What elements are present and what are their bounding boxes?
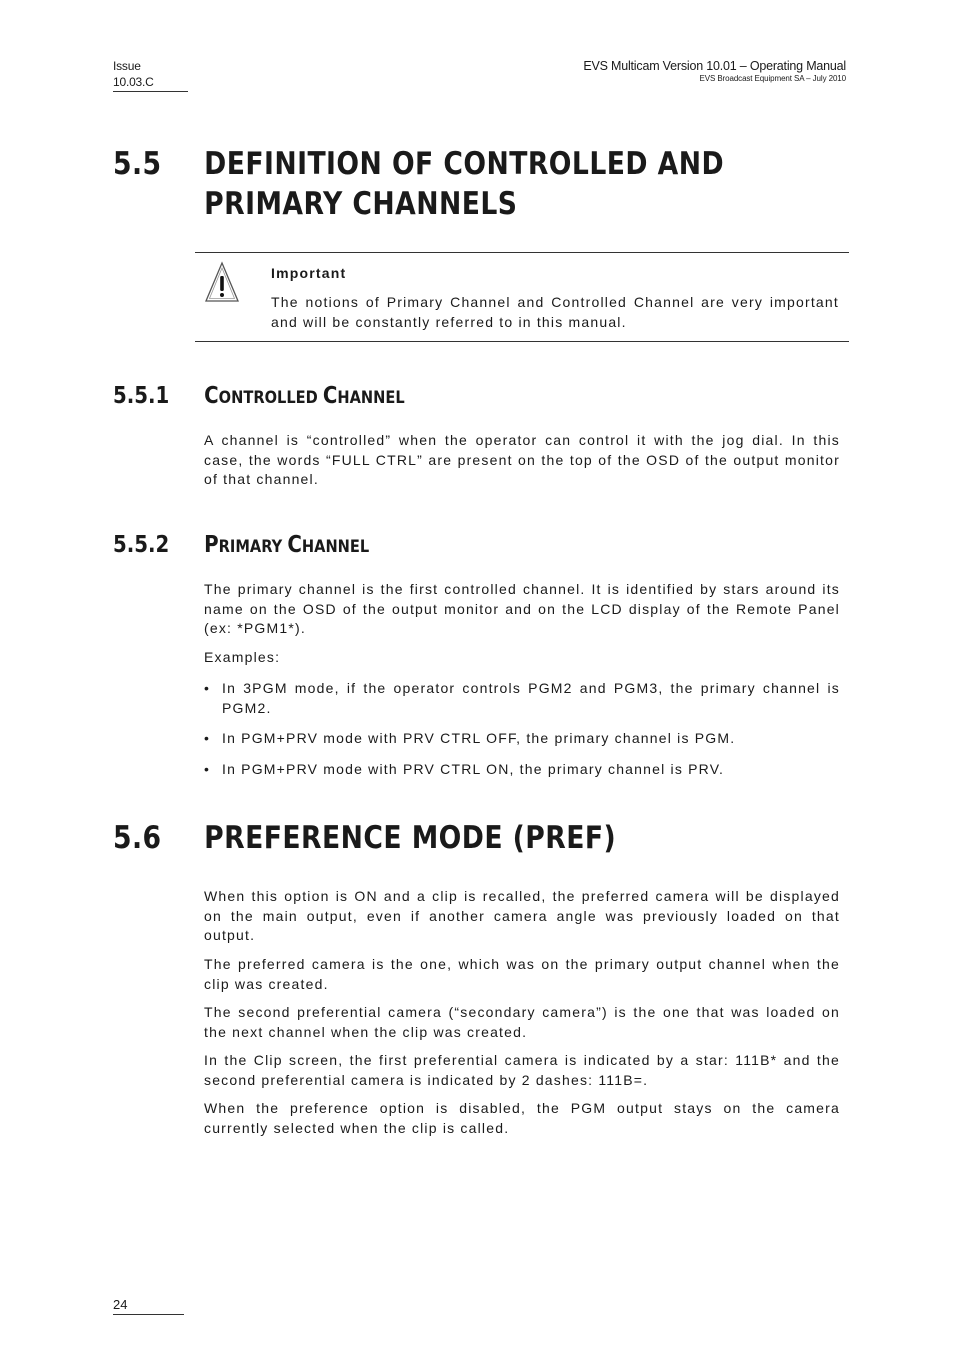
section-title-line1: DEFINITION OF CONTROLLED AND: [204, 146, 725, 182]
preference-paragraph: The second preferential camera (“secondary camera”) is the one that was loaded on the next channel when the clip was created.: [204, 1004, 840, 1040]
title-smallcaps: HANNEL: [337, 388, 405, 408]
issue-number: 10.03.C: [113, 75, 154, 89]
primary-channel-paragraph: The primary channel is the first controlled channel. It is identified by stars around its name on the OSD of the output monitor and on the LCD display of the Remote Panel (ex: *PGM1*).: [204, 581, 840, 636]
list-item: [204, 729, 840, 749]
manual-title: EVS Multicam Version 10.01 – Operating Manual: [583, 59, 846, 73]
subsection-number: 5.5.1: [113, 383, 170, 409]
title-smallcaps: HANNEL: [301, 537, 370, 557]
list-item-text: In PGM+PRV mode with PRV CTRL OFF, the primary channel is PGM.: [222, 730, 736, 746]
warning-triangle-icon: [204, 261, 240, 303]
issue-label: Issue: [113, 59, 141, 73]
preference-paragraph: The preferred camera is the one, which was on the primary output channel when the clip was created.: [204, 956, 840, 992]
title-cap: C: [204, 383, 219, 409]
section-5-5-heading: [113, 144, 724, 224]
company-line: EVS Broadcast Equipment SA – July 2010: [699, 74, 846, 83]
important-note: [195, 252, 849, 342]
title-smallcaps: ONTROLLED: [218, 388, 323, 408]
title-cap: P: [204, 532, 219, 558]
section-number: 5.6: [113, 820, 162, 856]
preference-paragraph: When this option is ON and a clip is recalled, the preferred camera will be displayed on the main output, even if another camera angle was previously loaded on that output.: [204, 888, 840, 943]
section-title: PREFERENCE MODE (PREF): [204, 820, 617, 856]
section-5-5-1-heading: [113, 382, 405, 412]
important-text: The notions of Primary Channel and Controlled Channel are very important and will be constantly referred to in this manual.: [271, 294, 839, 330]
list-item-text: In 3PGM mode, if the operator controls PGM2 and PGM3, the primary channel is PGM2.: [222, 680, 840, 716]
controlled-channel-paragraph: A channel is “controlled” when the operator can control it with the jog dial. In this case, the words “FULL CTRL” are present on the top of the OSD of the output monitor of that channel.: [204, 432, 840, 487]
list-item: [204, 679, 840, 718]
bullet-icon: •: [204, 680, 211, 696]
examples-label: Examples:: [204, 649, 281, 665]
manual-header: [583, 58, 846, 84]
list-item-text: In PGM+PRV mode with PRV CTRL ON, the primary channel is PRV.: [222, 761, 725, 777]
title-cap: C: [287, 532, 302, 558]
page-number: 24: [113, 1296, 184, 1315]
preference-paragraph: In the Clip screen, the first preferential camera is indicated by a star: 111B* and the second preferential camera is indicated by 2 dashes: 111B=.: [204, 1052, 840, 1088]
preference-paragraph: When the preference option is disabled, the PGM output stays on the camera currently selected when the clip is called.: [204, 1100, 840, 1136]
section-number: 5.5: [113, 146, 162, 182]
section-5-5-2-heading: [113, 531, 369, 561]
issue-block: [113, 58, 188, 92]
section-5-6-heading: [113, 818, 616, 858]
subsection-number: 5.5.2: [113, 532, 170, 558]
title-smallcaps: RIMARY: [218, 537, 288, 557]
bullet-icon: •: [204, 761, 211, 777]
bullet-icon: •: [204, 730, 211, 746]
important-title: Important: [271, 265, 347, 281]
list-item: [204, 760, 840, 780]
title-cap: C: [322, 383, 338, 409]
section-title-line2: PRIMARY CHANNELS: [204, 186, 518, 222]
